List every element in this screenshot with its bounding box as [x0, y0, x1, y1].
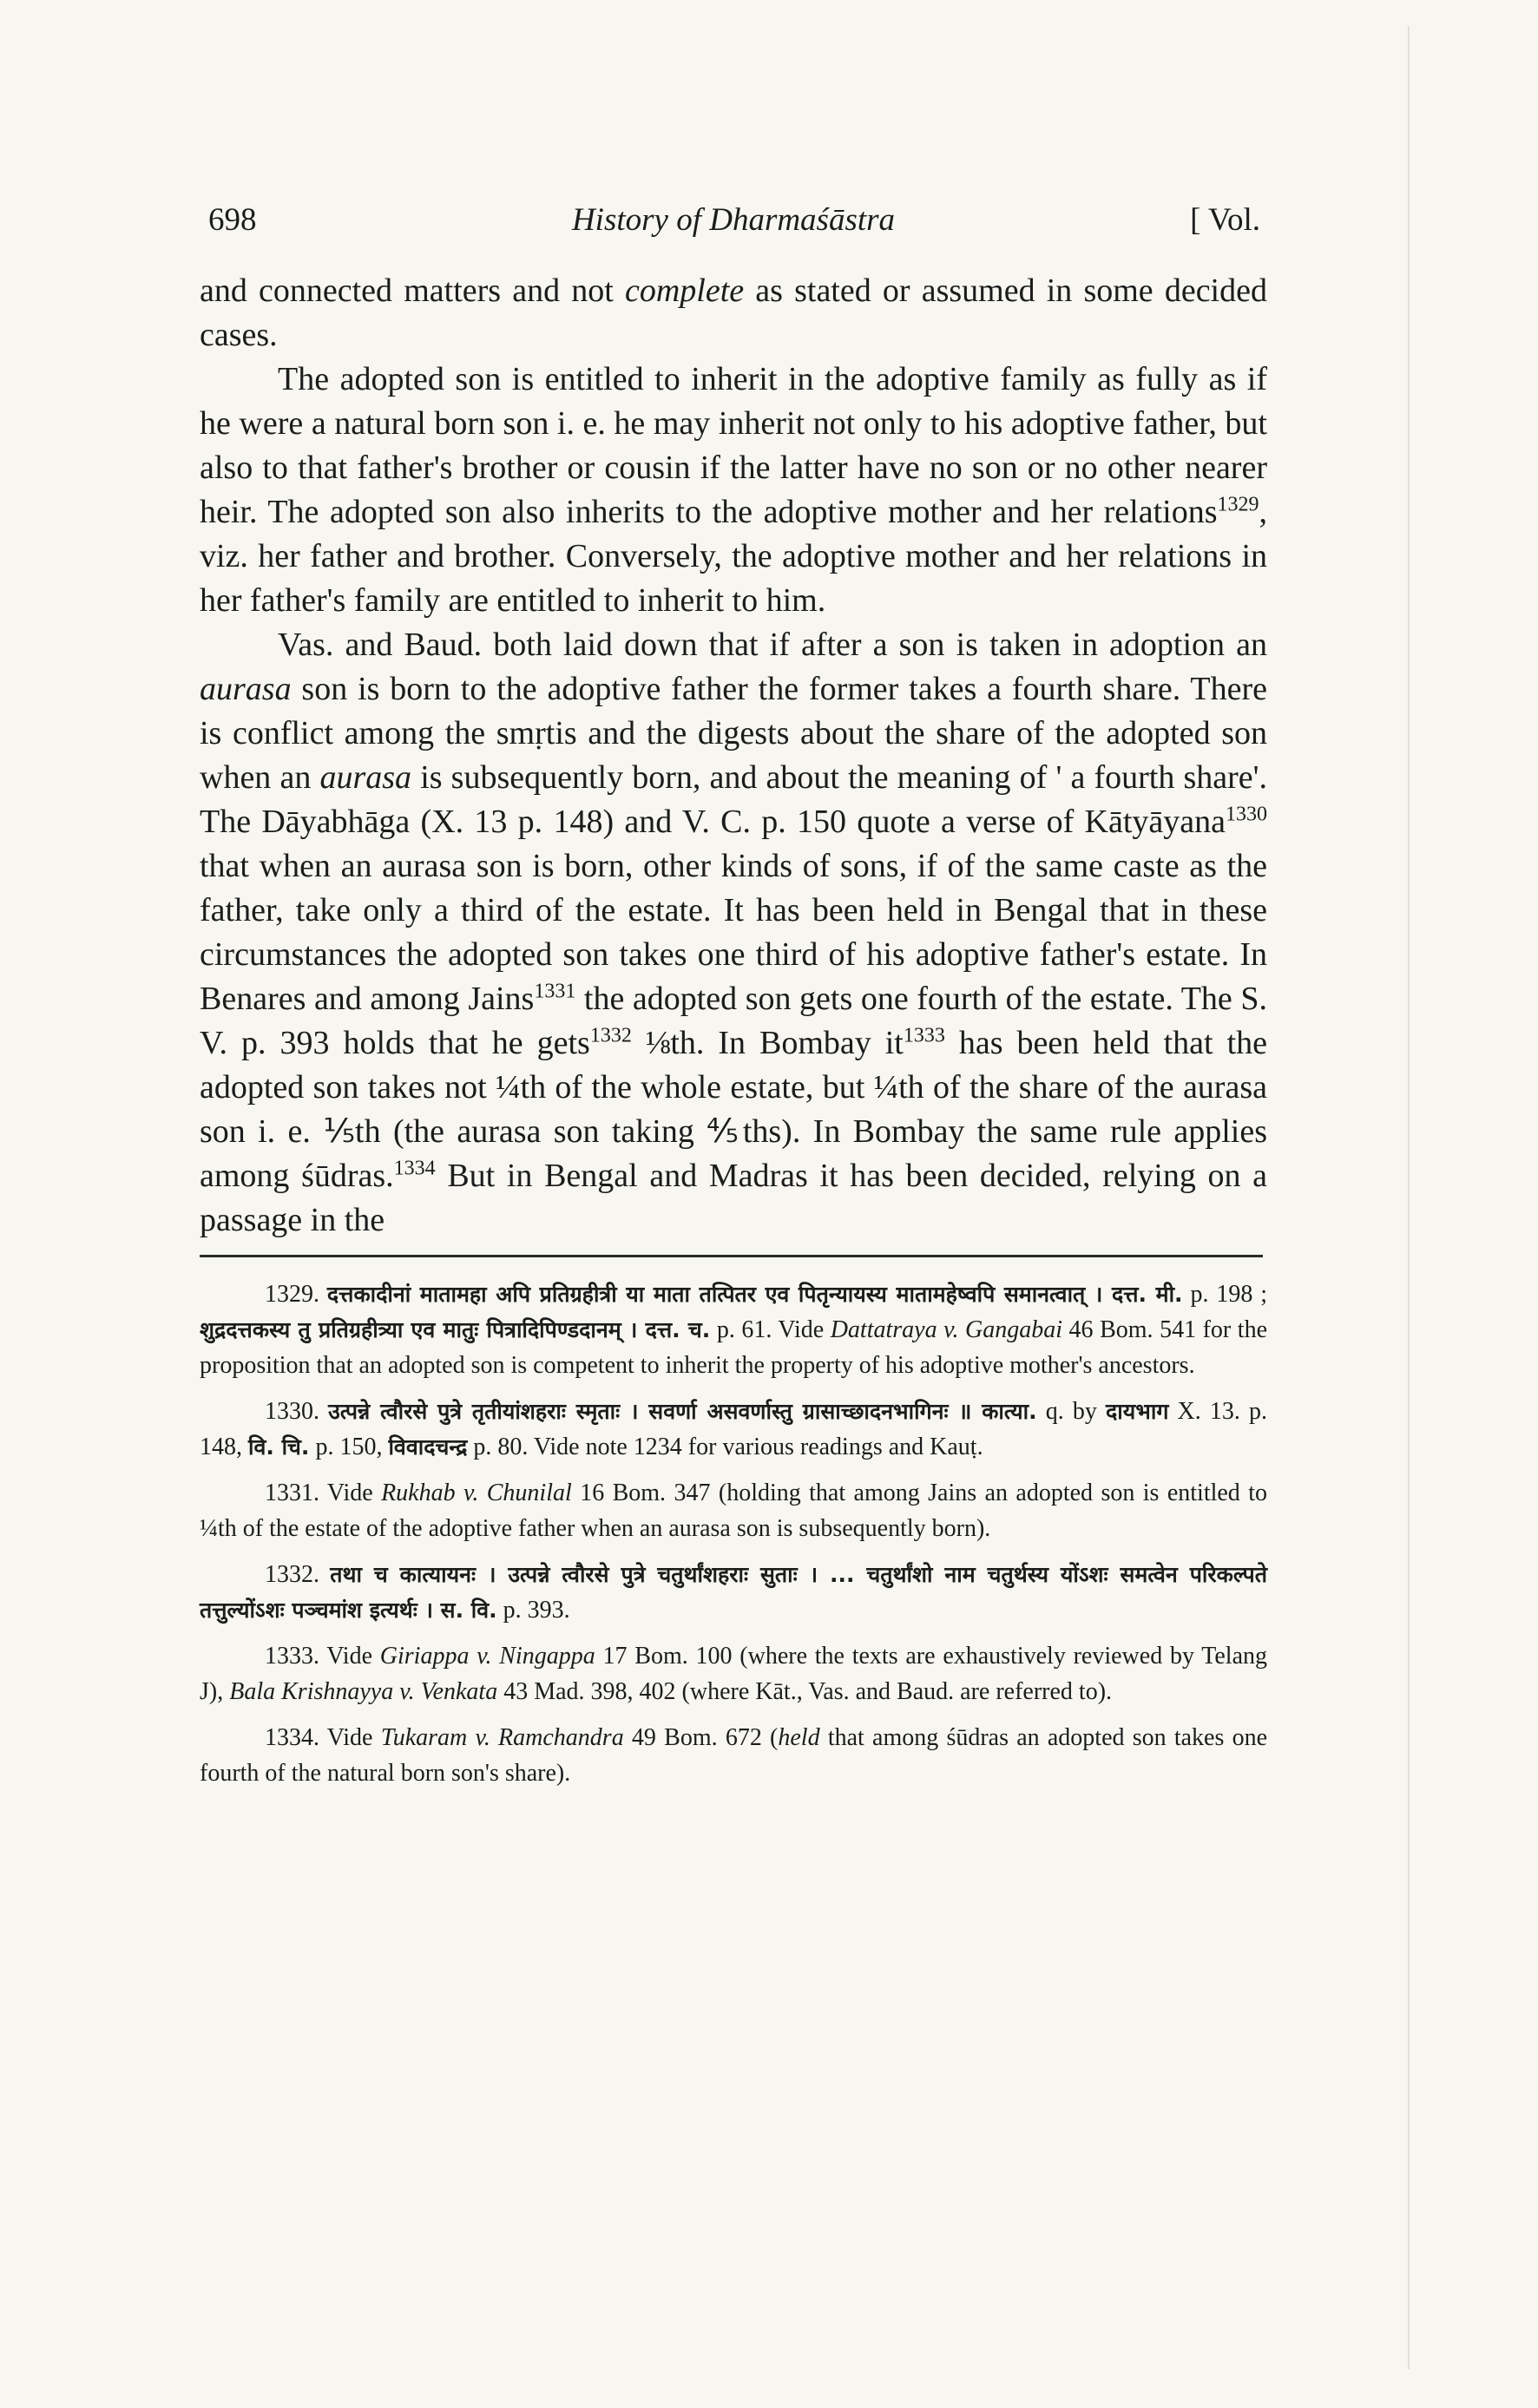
paragraph-2: The adopted son is entitled to inherit in the adoptive family as fully as if he were a natural born son i. e. he may inherit not only to his adoptive father, but also to that father's brother or cousin if the latter have no son or no other nearer heir. The adopted son also inherits to the adoptive mother and her relations$^{1329}$, viz. her father and brother. Conversely, the adoptive mother and her relations in her father's family are entitled to inherit to him.	[200, 361, 1267, 619]
paragraph-3: Vas. and Baud. both laid down that if after a son is taken in adoption an aurasa son is born to the adoptive father the former takes a fourth share. There is conflict among the smṛtis and the digests about the share of the adopted son when an aurasa is subsequently born, and about the meaning of ' a fourth share'. The Dāyabhāga (X. 13 p. 148) and V. C. p. 150 quote a verse of Kātyāyana$^{1330}$ that when an aurasa son is born, other kinds of sons, if of the same caste as the father, take only a third of the estate. It has been held in Bengal that in these circumstances the adopted son takes one third of his adoptive father's estate. In Benares and among Jains$^{1331}$ the adopted son gets one fourth of the estate. The S. V. p. 393 holds that he gets$^{1332}$ ⅛th. In Bombay $it^{1333}$ has been held that the adopted son takes not ¼th of the whole estate, but ¼th of the share of the aurasa son i. e. ⅕th (the aurasa son taking ⅘ths). In Bombay the same rule applies among śūdras.$^{1334}$ But in Bengal and Madras it has been decided, relying on a passage in the	[200, 627, 1267, 1238]
footnote-1332: 1332. तथा च कात्यायनः । उत्पन्ने त्वौरसे पुत्रे चतुर्थांशहराः सुताः । ... चतुर्थांशो नाम चतुर्थस्य योंऽशः समत्वेन परिकल्पते तत्तुल्योंऽशः पञ्चमांश इत्यर्थः । स. वि. p. 393.	[200, 1561, 1267, 1624]
paragraph-1: and connected matters and not complete as stated or assumed in some decided cases.	[200, 272, 1267, 353]
footnote-1334: 1334. Vide Tukaram v. Ramchandra 49 Bom. 672 (held that among śūdras an adopted son takes one fourth of the natural born son's share).	[200, 1724, 1268, 1787]
main-text	[200, 269, 1267, 1243]
footnote-ref-1329: 1329	[1217, 493, 1259, 516]
footnote-1331: 1331. Vide Rukhab v. Chunilal 16 Bom. 347 (holding that among Jains an adopted son is entitled to ¼th of the estate of the adoptive father when an aurasa son is subsequently born).	[200, 1480, 1267, 1542]
running-title: History of Dharmaśāstra	[571, 202, 896, 238]
footnotes	[200, 1276, 1267, 1791]
footnote-ref-1331: 1331	[534, 980, 576, 1003]
footnote-1330: 1330. उत्पन्ने त्वौरसे पुत्रे तृतीयांशहराः स्मृताः । सवर्णा असवर्णास्तु ग्रासाच्छादनभागिनः ॥ कात्या. q. by दायभाग X. 13. p. 148, वि. चि. p. 150, विवादचन्द्र p. 80. Vide note 1234 for various readings and Kauṭ.	[200, 1398, 1268, 1460]
page-number: 698	[208, 202, 257, 238]
footnote-1329: 1329. दत्तकादीनां मातामहा अपि प्रतिग्रहीत्री या माता तत्पितर एव पितृन्यायस्य मातामहेष्वपि समानत्वात् । दत्त. मी. p. 198 ; शुद्रदत्तकस्य तु प्रतिग्रहीत्र्या एव मातुः पित्रादिपिण्डदानम् । दत्त. च. p. 61. Vide Dattatraya v. Gangabai 46 Bom. 541 for the proposition that an adopted son is competent to inherit the property of his adoptive mother's ancestors.	[200, 1281, 1267, 1379]
scan-edge-line	[1408, 26, 1410, 2369]
footnote-divider	[200, 1255, 1263, 1257]
running-header	[200, 186, 1267, 238]
footnote-ref-1330: 1330	[1226, 803, 1267, 826]
volume-label: [ Vol.	[1190, 202, 1260, 238]
footnote-ref-1332: 1332	[589, 1024, 632, 1047]
footnote-ref-1334: 1334	[393, 1157, 436, 1180]
footnote-ref-1333: 1333	[903, 1024, 945, 1047]
footnote-1333: 1333. Vide Giriappa v. Ningappa 17 Bom. 100 (where the texts are exhaustively reviewed by Telang J), Bala Krishnayya v. Venkata 43 Mad. 398, 402 (where Kāt., Vas. and Baud. are referred to).	[200, 1643, 1267, 1705]
page	[200, 186, 1267, 1801]
